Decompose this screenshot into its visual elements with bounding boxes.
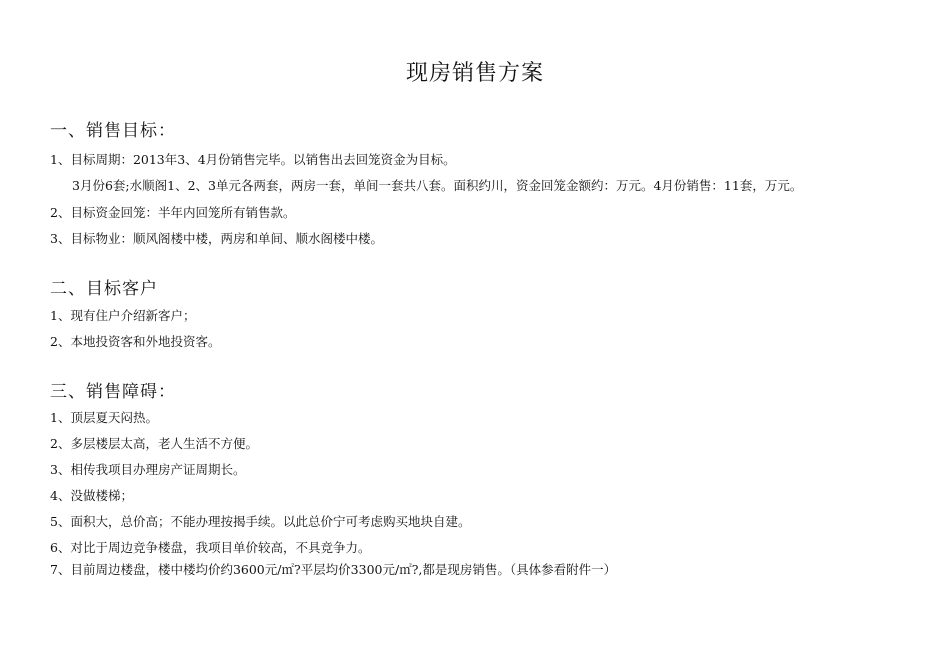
document-title: 现房销售方案 bbox=[405, 61, 544, 86]
paragraph-line: 4、没做楼梯； bbox=[50, 488, 133, 503]
paragraph-line: 3月份6套;水顺阁1、2、3单元各两套，两房一套，单间一套共八套。面积约川，资金回笼金额约：万元。4月份销售：11套，万元。 bbox=[72, 178, 803, 193]
paragraph-line: 6、对比于周边竞争楼盘，我项目单价较高，不具竞争力。 bbox=[50, 540, 371, 555]
paragraph-line: 2、目标资金回笼：半年内回笼所有销售款。 bbox=[50, 205, 296, 220]
paragraph-line: 2、多层楼层太高，老人生活不方便。 bbox=[50, 436, 258, 451]
paragraph-line: 3、目标物业：顺风阁楼中楼，两房和单间、顺水阁楼中楼。 bbox=[50, 231, 383, 246]
paragraph-line: 1、目标周期：2013年3、4月份销售完毕。以销售出去回笼资金为目标。 bbox=[50, 152, 456, 167]
section-heading-sales-goals: 一、销售目标： bbox=[50, 121, 176, 141]
paragraph-line: 3、相传我项目办理房产证周期长。 bbox=[50, 462, 246, 477]
paragraph-line: 1、顶层夏天闷热。 bbox=[50, 410, 158, 425]
section-heading-target-customers: 二、目标客户 bbox=[50, 279, 158, 299]
paragraph-line: 7、目前周边楼盘，楼中楼均价约3600元/㎡?平层均价3300元/㎡?,都是现房销售。（具体参看附件一） bbox=[50, 562, 617, 577]
section-heading-sales-obstacles: 三、销售障碍： bbox=[50, 382, 176, 402]
paragraph-line: 5、面积大，总价高；不能办理按揭手续。以此总价宁可考虑购买地块自建。 bbox=[50, 514, 471, 529]
paragraph-line: 1、现有住户介绍新客户； bbox=[50, 308, 196, 323]
paragraph-line: 2、本地投资客和外地投资客。 bbox=[50, 334, 221, 349]
